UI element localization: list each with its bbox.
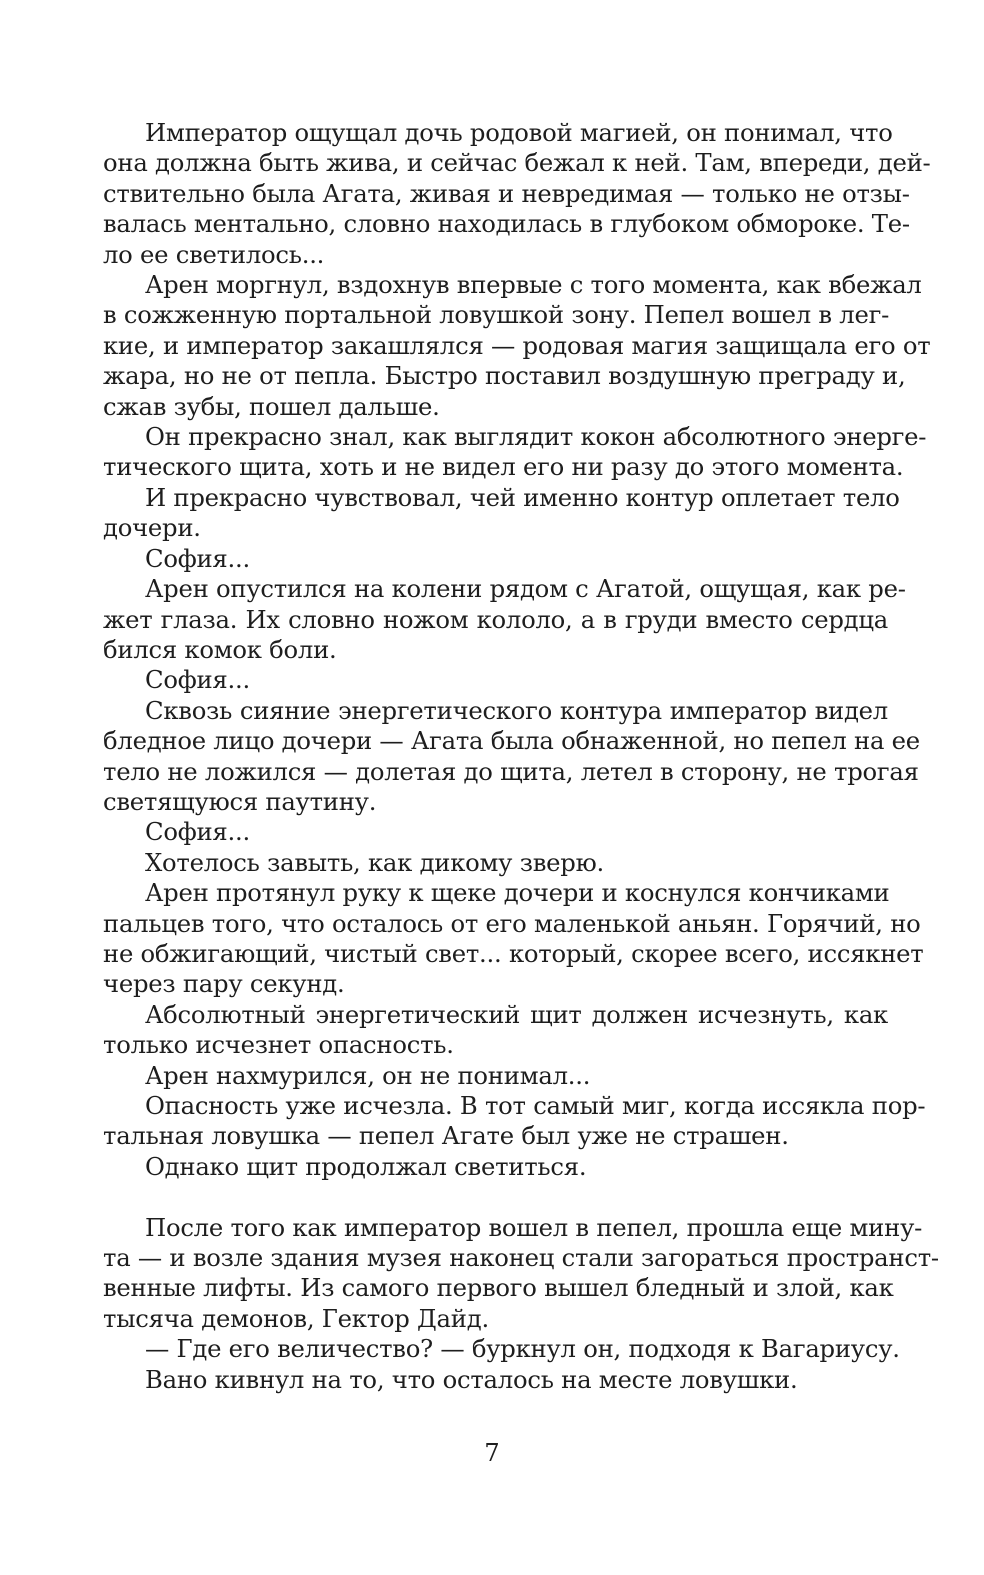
paragraph <box>103 817 888 847</box>
text-line: тальная ловушка — пепел Агате был уже не страшен. <box>103 1121 789 1151</box>
text-line: Хотелось завыть, как дикому зверю. <box>145 847 604 877</box>
text-line: не обжигающий, чистый свет... который, скорее всего, иссякнет <box>103 938 924 968</box>
paragraph <box>103 1091 926 1152</box>
text-line: бледное лицо дочери — Агата была обнаженной, но пепел на ее <box>103 726 920 756</box>
text-line: пальцев того, что осталось от его маленькой аньян. Горячий, но <box>103 908 921 938</box>
text-line: София... <box>145 817 250 847</box>
text-line: бился комок боли. <box>103 634 337 664</box>
paragraph <box>103 665 888 695</box>
text-line: — Где его величество? — буркнул он, подходя к Вагариусу. <box>145 1334 900 1364</box>
text-line: Сквозь сияние энергетического контура император видел <box>145 695 888 725</box>
text-line: сжав зубы, пошел дальше. <box>103 391 440 421</box>
paragraph <box>103 118 931 270</box>
paragraph <box>103 1365 888 1395</box>
paragraph <box>103 1000 888 1061</box>
text-line: светящуюся паутину. <box>103 786 377 816</box>
text-line: тического щита, хоть и не видел его ни разу до этого момента. <box>103 452 904 482</box>
paragraph <box>103 1212 939 1335</box>
text-line: Император ощущал дочь родовой магией, он понимал, что <box>145 118 893 147</box>
paragraph <box>103 1152 888 1182</box>
text-line: валась ментально, словно находилась в глубоком обмороке. Те- <box>103 209 910 239</box>
text-line: венные лифты. Из самого первого вышел бледный и злой, как <box>103 1273 894 1303</box>
text-line: та — и возле здания музея наконец стали загораться пространст- <box>103 1243 939 1273</box>
text-line: Арен моргнул, вздохнув впервые с того момента, как вбежал <box>145 270 922 300</box>
page-body <box>103 118 939 1395</box>
text-line: ло ее светилось... <box>103 239 325 269</box>
paragraph <box>103 695 920 818</box>
paragraph <box>103 422 927 483</box>
text-line: ствительно была Агата, живая и невредимая — только не отзы- <box>103 178 910 208</box>
text-block <box>103 1212 939 1395</box>
paragraph <box>103 1334 900 1364</box>
text-line: тело не ложился — долетая до щита, летел в сторону, не трогая <box>103 756 919 786</box>
paragraph <box>103 544 888 574</box>
text-line: она должна быть жива, и сейчас бежал к ней. Там, впереди, дей- <box>103 148 931 178</box>
text-line: тысяча демонов, Гектор Дайд. <box>103 1303 489 1333</box>
text-line: Арен нахмурился, он не понимал... <box>145 1060 591 1090</box>
text-line: После того как император вошел в пепел, прошла еще мину- <box>145 1212 923 1242</box>
text-line: Он прекрасно знал, как выглядит кокон абсолютного энерге- <box>145 422 927 452</box>
text-line: Абсолютный энергетический щит должен исчезнуть, как <box>145 999 888 1029</box>
paragraph <box>103 848 888 878</box>
text-line: И прекрасно чувствовал, чей именно контур оплетает тело <box>145 482 900 512</box>
paragraph <box>103 482 900 544</box>
page-number: 7 <box>484 1438 500 1467</box>
paragraph <box>103 1061 888 1091</box>
text-block <box>103 118 931 1182</box>
text-line: в сожженную портальной ловушкой зону. Пепел вошел в лег- <box>103 300 890 330</box>
text-line: через пару секунд. <box>103 969 345 999</box>
text-line: Опасность уже исчезла. В тот самый миг, когда иссякла пор- <box>145 1091 926 1120</box>
text-line: дочери. <box>103 513 201 543</box>
text-line: Арен протянул руку к щеке дочери и коснулся кончиками <box>145 878 890 908</box>
text-line: жет глаза. Их словно ножом кололо, а в груди вместо сердца <box>103 604 888 634</box>
text-line: Арен опустился на колени рядом с Агатой, ощущая, как ре- <box>145 574 906 604</box>
section-break <box>103 1182 888 1212</box>
text-line: Вано кивнул на то, что осталось на месте ловушки. <box>145 1364 798 1394</box>
paragraph <box>103 270 931 422</box>
paragraph <box>103 878 924 1000</box>
text-line: кие, и император закашлялся — родовая магия защищала его от <box>103 330 931 360</box>
text-line: только исчезнет опасность. <box>103 1030 454 1060</box>
text-line: София... <box>145 543 250 573</box>
paragraph <box>103 574 906 665</box>
text-line: София... <box>145 665 250 695</box>
text-line: Однако щит продолжал светиться. <box>145 1151 587 1181</box>
text-line: жара, но не от пепла. Быстро поставил воздушную преграду и, <box>103 361 906 391</box>
